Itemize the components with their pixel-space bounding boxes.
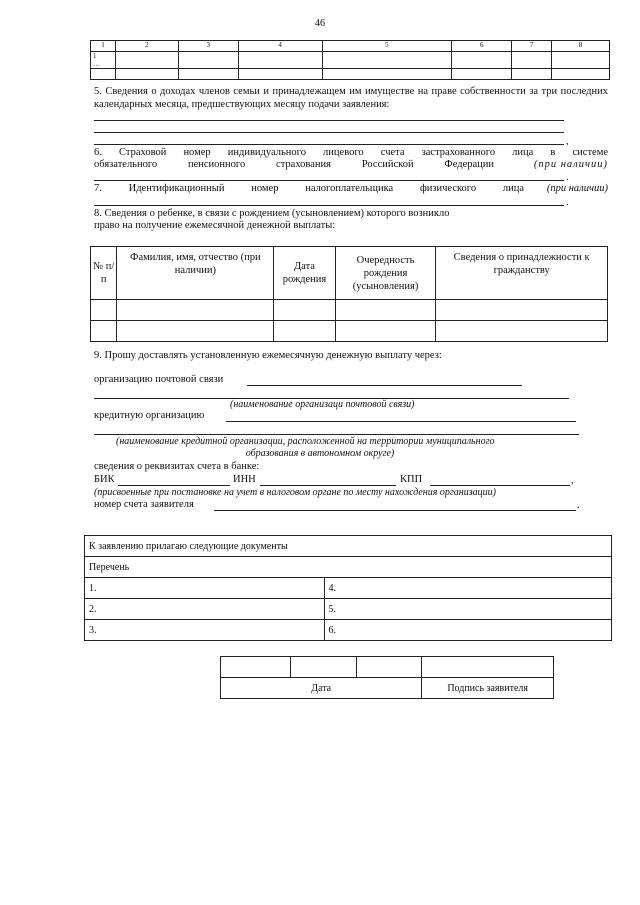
credit-note-2: образования в автономном округе) <box>245 448 395 459</box>
document-item[interactable]: 5. <box>324 599 611 620</box>
table-cell[interactable] <box>436 321 608 342</box>
table-cell[interactable] <box>274 321 335 342</box>
date-label: Дата <box>221 678 422 699</box>
col-header: 5 <box>322 41 452 52</box>
account-label: номер счета заявителя <box>94 499 194 510</box>
table-cell[interactable] <box>117 321 274 342</box>
table-cell[interactable] <box>552 52 610 69</box>
section7-note: (при наличии) <box>546 183 608 194</box>
kpp-note: (присвоенные при постановке на учет в налоговом органе по месту нахождения организации) <box>94 487 496 498</box>
document-item[interactable]: 4. <box>324 578 611 599</box>
col-header: 8 <box>552 41 610 52</box>
table-cell[interactable]: 1 … <box>91 52 116 69</box>
table-row <box>91 52 610 69</box>
table-cell[interactable] <box>91 321 117 342</box>
date-year-cell[interactable] <box>356 657 422 678</box>
table-cell[interactable] <box>115 69 178 80</box>
date-day-cell[interactable] <box>221 657 291 678</box>
table-cell[interactable] <box>238 52 322 69</box>
page-number: 46 <box>315 18 325 29</box>
section9-title: 9. Прошу доставлять установленную ежемесячную денежную выплату через: <box>94 350 442 361</box>
table-cell[interactable] <box>552 69 610 80</box>
credit-input-line[interactable] <box>226 421 576 422</box>
top-table <box>90 40 610 80</box>
table-row <box>85 620 612 641</box>
table-cell[interactable] <box>238 69 322 80</box>
child-table-header <box>91 247 608 300</box>
postal-input-line[interactable] <box>247 385 522 386</box>
signature-label-row <box>221 678 554 699</box>
child-table <box>90 246 608 342</box>
documents-list-row <box>85 557 612 578</box>
bik-label: БИК <box>94 474 115 485</box>
document-item[interactable]: 2. <box>85 599 325 620</box>
table-row <box>85 578 612 599</box>
table-cell[interactable] <box>512 52 552 69</box>
punct: . <box>566 197 569 208</box>
credit-label: кредитную организацию <box>94 410 205 421</box>
table-cell[interactable] <box>452 69 512 80</box>
documents-list-label: Перечень <box>85 557 612 578</box>
signature-cell[interactable] <box>422 657 554 678</box>
signature-label: Подпись заявителя <box>422 678 554 699</box>
credit-input-line-2[interactable] <box>94 434 579 435</box>
table-cell[interactable] <box>335 321 436 342</box>
col-header-order: Очередность рождения (усыновления) <box>335 247 436 300</box>
table-row <box>91 321 608 342</box>
postal-label: организацию почтовой связи <box>94 374 224 385</box>
table-cell[interactable] <box>274 300 335 321</box>
postal-note: (наименование организаци почтовой связи) <box>230 399 415 410</box>
section8-line2: право на получение ежемесячной денежной выплаты: <box>94 220 336 231</box>
inn-label: ИНН <box>233 474 256 485</box>
section8-line1: 8. Сведения о ребенке, в связи с рождением (усыновлением) которого возникло <box>94 208 450 219</box>
table-cell[interactable] <box>115 52 178 69</box>
kpp-input[interactable] <box>430 485 570 486</box>
col-header-fio: Фамилия, имя, отчество (при наличии) <box>117 247 274 300</box>
bank-details-label: сведения о реквизитах счета в банке: <box>94 461 260 472</box>
punct: , <box>571 475 574 486</box>
section6-line2-main: обязательного пенсионного страхования Российской Федерации <box>94 159 494 170</box>
section7-line <box>94 183 608 196</box>
kpp-label: КПП <box>400 474 423 485</box>
section7-main: 7. Идентификационный номер налогоплательщика физического лица <box>94 183 524 194</box>
section6-note: (при наличии) <box>533 159 608 170</box>
document-item[interactable]: 6. <box>324 620 611 641</box>
top-table-header <box>91 41 610 52</box>
inn-line[interactable] <box>94 205 564 206</box>
col-header: 2 <box>115 41 178 52</box>
document-item[interactable]: 1. <box>85 578 325 599</box>
income-line-2[interactable] <box>94 132 564 133</box>
inn-input[interactable] <box>260 485 396 486</box>
bik-input[interactable] <box>118 485 230 486</box>
col-header-citizenship: Сведения о принадлежности к гражданству <box>436 247 608 300</box>
signature-input-row <box>221 657 554 678</box>
documents-title: К заявлению прилагаю следующие документы <box>85 536 612 557</box>
table-cell[interactable] <box>436 300 608 321</box>
col-header: 6 <box>452 41 512 52</box>
table-cell[interactable] <box>91 300 117 321</box>
col-header: 3 <box>178 41 238 52</box>
table-cell[interactable] <box>322 69 452 80</box>
table-row <box>91 300 608 321</box>
date-month-cell[interactable] <box>290 657 356 678</box>
section5-text: 5. Сведения о доходах членов семьи и принадлежащем им имуществе на праве собственности за три последних календарных месяца, предшествующих месяцу подачи заявления: <box>94 86 608 110</box>
section6-line1: 6. Страховой номер индивидуального лицевого счета застрахованного лица в системе <box>94 147 608 158</box>
table-cell[interactable] <box>335 300 436 321</box>
table-cell[interactable] <box>322 52 452 69</box>
documents-table <box>84 535 612 641</box>
signature-table <box>220 656 554 699</box>
credit-note-1: (наименование кредитной организации, расположенной на территории муниципального <box>116 436 495 447</box>
punct: . <box>566 172 569 183</box>
snils-line[interactable] <box>94 180 564 181</box>
table-cell[interactable] <box>512 69 552 80</box>
documents-title-row <box>85 536 612 557</box>
income-line-3[interactable] <box>94 144 564 145</box>
section6-line2 <box>94 159 608 172</box>
document-item[interactable]: 3. <box>85 620 325 641</box>
col-header: 1 <box>91 41 116 52</box>
col-header-number: № п/п <box>91 247 117 300</box>
col-header: 4 <box>238 41 322 52</box>
table-cell[interactable] <box>178 69 238 80</box>
table-cell[interactable] <box>91 69 116 80</box>
table-cell[interactable] <box>117 300 274 321</box>
punct: , <box>566 136 569 147</box>
col-header: 7 <box>512 41 552 52</box>
table-cell[interactable] <box>452 52 512 69</box>
table-row <box>91 69 610 80</box>
income-line-1[interactable] <box>94 120 564 121</box>
table-row <box>85 599 612 620</box>
account-input[interactable] <box>214 510 576 511</box>
table-cell[interactable] <box>178 52 238 69</box>
punct: . <box>577 500 580 511</box>
col-header-birthdate: Дата рождения <box>274 247 335 300</box>
